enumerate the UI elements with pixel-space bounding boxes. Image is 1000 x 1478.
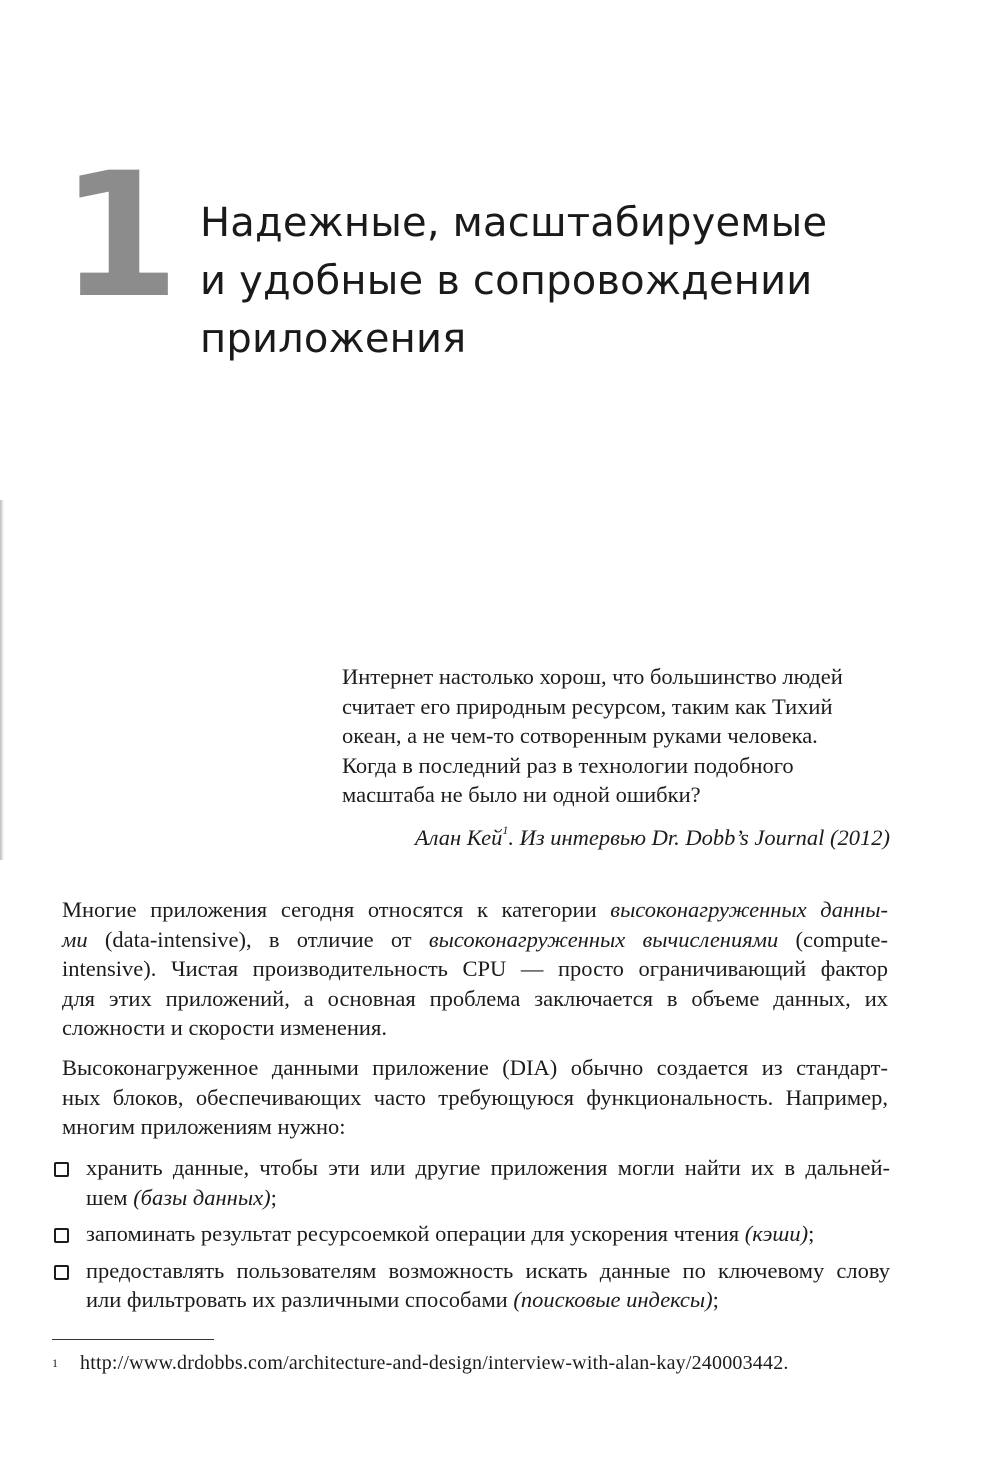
checkbox-bullet-icon [54, 1162, 69, 1177]
paragraph-line [62, 925, 888, 955]
paragraph-line: intensive). Чистая производительность CPU — просто ограничивающий фактор [62, 956, 888, 981]
list-item [50, 1153, 890, 1212]
paragraph-2 [62, 1053, 888, 1142]
text-run: (compute- [778, 926, 889, 952]
chapter-title-line: Надежные, масштабируемые [200, 200, 828, 246]
list-item-line [86, 1183, 890, 1213]
epigraph-line: Когда в последний раз в технологии подобного [342, 752, 794, 778]
attribution-source: . Из интервью Dr. Dobb’s Journal (2012) [508, 825, 890, 850]
text-run: Многие приложения сегодня относятся к категории [62, 897, 611, 922]
footnote-mark: 1 [52, 1356, 58, 1370]
scan-edge-shadow [0, 500, 4, 860]
list-item-line [86, 1285, 890, 1315]
emphasis-term: (кэши) [744, 1221, 809, 1246]
epigraph-line: считает его природным ресурсом, таким как Тихий [342, 693, 833, 719]
paragraph-line [62, 895, 888, 925]
epigraph-attribution [415, 825, 890, 851]
bullet-list [50, 1153, 890, 1322]
paragraph-line: ных блоков, обеспечивающих часто требующуюся функциональность. Например, [62, 1084, 888, 1110]
text-run: ; [270, 1184, 277, 1210]
paragraph-line: для этих приложений, а основная проблема заключается в объеме данных, их [62, 985, 888, 1011]
emphasis-term: высоконагруженных вычислениями [428, 926, 779, 952]
chapter-number: 1 [60, 135, 180, 336]
chapter-title-line: и удобные в сопровождении [200, 258, 813, 304]
paragraph-line: сложности и скорости изменения. [62, 1015, 387, 1040]
paragraph-line: многим приложениям нужно: [62, 1114, 346, 1139]
list-item [50, 1256, 890, 1315]
epigraph-line: Интернет настолько хорош, что большинство людей [342, 664, 843, 689]
epigraph-quote [342, 662, 902, 810]
checkbox-bullet-icon [54, 1265, 69, 1280]
paragraph-1 [62, 895, 888, 1043]
list-item-line [86, 1219, 890, 1249]
list-item-line: хранить данные, чтобы эти или другие приложения могли найти их в дальней- [86, 1155, 890, 1180]
text-run: (data-intensive), в отличие от [87, 926, 429, 952]
epigraph-line: масштаба не было ни одной ошибки? [342, 782, 701, 807]
text-run: шем [86, 1184, 134, 1210]
epigraph-line: океан, а не чем-то сотворенным руками человека. [342, 723, 818, 748]
text-run: запоминать результат ресурсоемкой операции для ускорения чтения [86, 1221, 745, 1246]
attribution-author: Алан Кей [414, 825, 503, 850]
footnote-url: http://www.drdobbs.com/architecture-and-design/interview-with-alan-kay/240003442. [80, 1352, 789, 1374]
emphasis-term: (базы данных) [133, 1184, 271, 1210]
chapter-title-line: приложения [200, 316, 467, 362]
emphasis-term: (поисковые индексы) [513, 1287, 713, 1312]
text-run: ; [712, 1287, 719, 1312]
checkbox-bullet-icon [54, 1228, 69, 1243]
emphasis-term: высоконагруженных данны- [610, 897, 888, 922]
footnote [52, 1350, 789, 1376]
text-run: ; [808, 1221, 815, 1246]
paragraph-line: Высоконагруженное данными приложение (DIA) обычно создается из стандарт- [62, 1055, 888, 1080]
footnote-ref: 1 [502, 823, 509, 837]
chapter-title [200, 194, 960, 368]
text-run: или фильтровать их различными способами [86, 1287, 514, 1312]
list-item-line: предоставлять пользователям возможность искать данные по ключевому слову [86, 1257, 890, 1283]
emphasis-term: ми [62, 926, 88, 952]
list-item [50, 1219, 890, 1249]
footnote-divider [52, 1339, 214, 1340]
